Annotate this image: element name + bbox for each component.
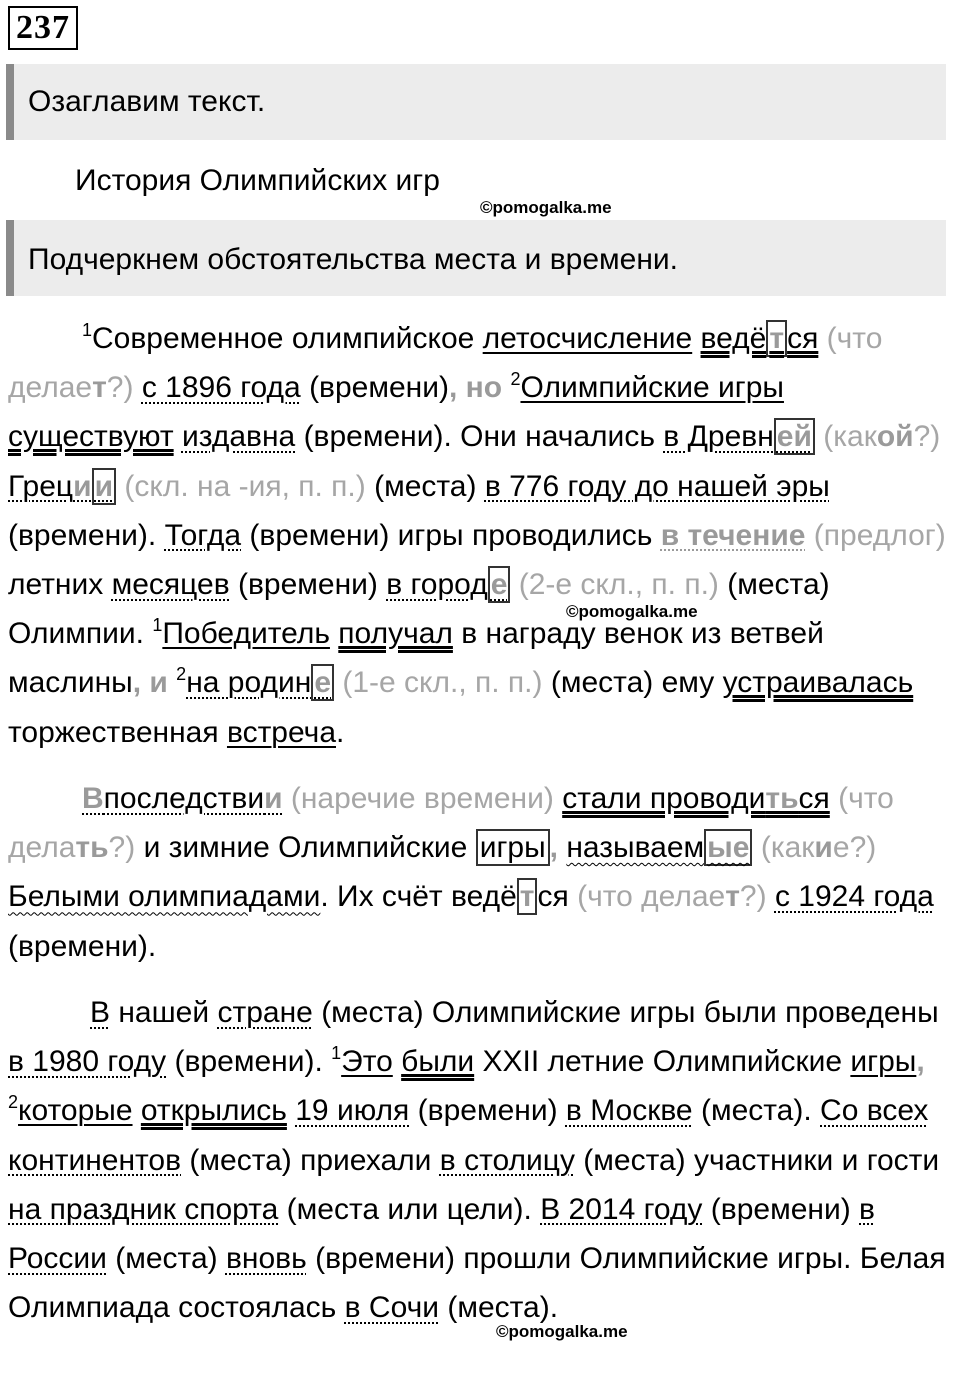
text-fragment: (1-е скл., п. п.)	[342, 666, 543, 700]
text-fragment: летних	[8, 568, 104, 602]
subject: игры	[476, 829, 550, 866]
text-fragment: т	[517, 878, 538, 915]
text-fragment: . Их счёт ведё	[320, 880, 517, 914]
text-fragment: , и	[132, 666, 168, 700]
text-fragment: (времени) прошли Олимпийские игры. Белая Олимпиада состоялась	[8, 1242, 946, 1325]
text-fragment: (времени)	[237, 568, 378, 602]
text-fragment: называем	[566, 831, 705, 865]
text-fragment: (что дела	[8, 782, 894, 865]
text-fragment: (времени)	[309, 371, 449, 405]
text-fragment: 1	[82, 320, 93, 340]
predicate	[701, 320, 819, 357]
subject: летосчисление	[482, 322, 693, 355]
circumstance	[386, 566, 510, 603]
text-fragment: (места) участники и гости	[583, 1143, 940, 1177]
text-fragment: ся	[787, 322, 819, 355]
text-fragment: (времени) игры проводились	[249, 518, 653, 552]
circumstance: на праздник спорта	[8, 1192, 279, 1226]
text-fragment: (времени).	[8, 929, 157, 963]
text-title: История Олимпийских игр	[75, 164, 440, 197]
text-fragment: торжественная	[8, 715, 219, 749]
circumstance: В	[90, 996, 111, 1029]
text-fragment: ?)	[739, 880, 767, 914]
text-fragment: (места)	[115, 1242, 218, 1276]
text-fragment: , но	[448, 371, 503, 405]
subject: которые	[18, 1094, 133, 1128]
text-fragment: (наречие времени)	[290, 782, 554, 815]
circumstance: В 2014 году	[540, 1192, 703, 1226]
text-fragment: т	[92, 371, 107, 405]
text-fragment: (места).	[700, 1094, 812, 1128]
text-fragment: ой	[876, 420, 914, 454]
text-fragment: 1	[331, 1043, 342, 1064]
text-fragment: (времени)	[417, 1094, 558, 1128]
circumstance: вновь	[225, 1242, 307, 1276]
circumstance: в Москве	[565, 1094, 693, 1128]
text-fragment: стали проводи	[562, 782, 766, 815]
circumstance	[8, 468, 116, 505]
text-fragment	[823, 420, 940, 453]
text-fragment: и	[814, 831, 833, 865]
text-fragment: (времени)	[710, 1192, 851, 1226]
text-fragment: (как	[760, 831, 815, 865]
text-fragment: ся	[798, 782, 830, 815]
circumstance: в течение	[660, 518, 806, 552]
circumstance	[663, 418, 815, 455]
text-fragment: т	[766, 320, 787, 357]
circumstance: в 1980 году	[8, 1045, 167, 1079]
text-fragment: Современное олимпийское	[92, 322, 475, 355]
text-fragment: и	[264, 782, 283, 815]
text-fragment: на родин	[186, 666, 312, 700]
text-fragment	[761, 831, 876, 864]
circumstance: континентов	[8, 1143, 182, 1177]
circumstance: Со всех	[820, 1094, 929, 1128]
text-fragment: и	[73, 469, 92, 503]
circumstance: 19 июля	[295, 1094, 410, 1128]
predicate: открылись	[140, 1094, 287, 1128]
text-fragment: (места) ему	[550, 666, 715, 700]
text-fragment: (места) Олимпийские игры были проведены	[321, 996, 939, 1029]
text-fragment: ?)	[913, 420, 941, 454]
task-number: 237	[8, 6, 78, 50]
text-fragment: в город	[386, 568, 488, 602]
text-fragment: е	[832, 831, 850, 865]
watermark: ©pomogalka.me	[480, 198, 612, 217]
circumstance: издавна	[181, 420, 296, 454]
text-fragment: ся	[537, 880, 569, 914]
text-fragment: и	[92, 468, 116, 505]
subject: Победитель	[162, 617, 330, 651]
circumstance: в России	[8, 1192, 875, 1276]
text-fragment: (времени).	[8, 518, 157, 552]
text-fragment: .	[336, 715, 345, 749]
text-fragment: (что делае	[577, 880, 726, 914]
circumstance: в столицу	[439, 1143, 575, 1177]
text-fragment: (места) приехали	[189, 1143, 432, 1177]
text-fragment: 2	[510, 369, 521, 390]
text-fragment: (что делае	[8, 322, 883, 405]
text-fragment: (2-е скл., п. п.)	[518, 568, 719, 602]
text-fragment: 2	[176, 664, 187, 685]
text-fragment: (места)	[374, 469, 477, 503]
text-fragment: ые	[704, 829, 752, 866]
circumstance: стране	[217, 996, 313, 1029]
text-fragment: (скл. на -ия, п. п.)	[124, 469, 366, 503]
subject: встреча	[226, 715, 336, 749]
text-fragment: ?)	[106, 371, 134, 405]
circumstance: с 1924 года	[774, 880, 934, 914]
text-fragment: ть	[75, 831, 109, 865]
text-fragment: ведё	[700, 322, 767, 355]
text-fragment: ,	[916, 1045, 925, 1079]
circumstance: с 1896 года	[141, 371, 301, 405]
text-fragment: 1	[152, 615, 163, 636]
watermark: ©pomogalka.me	[566, 602, 698, 621]
text-fragment: (места или цели).	[286, 1192, 532, 1226]
text-fragment: е	[311, 664, 334, 701]
text-fragment: ть	[765, 782, 799, 815]
text-fragment: е	[488, 566, 511, 603]
text-fragment: Грец	[8, 469, 74, 503]
predicate: были	[401, 1045, 475, 1079]
subject: игры	[850, 1045, 917, 1079]
text-fragment: в награду венок из ветвей маслины	[8, 617, 824, 700]
text-fragment: и зимние Олимпийские	[143, 831, 468, 865]
circumstance: Тогда	[164, 518, 242, 552]
circumstance	[82, 782, 283, 815]
text-fragment: ,	[549, 831, 558, 865]
text-fragment: нашей	[118, 996, 210, 1029]
task-instruction-underline: Подчеркнем обстоятельства места и времени.	[6, 220, 946, 296]
circumstance	[186, 664, 334, 701]
text-fragment	[566, 829, 752, 866]
circumstance: в 776 году до нашей эры	[484, 469, 830, 503]
watermark: ©pomogalka.me	[496, 1322, 628, 1341]
text-fragment: Белыми олимпиадами	[8, 880, 321, 914]
paragraph-3	[8, 988, 952, 1332]
circumstance: месяцев	[111, 568, 230, 602]
predicate: существуют	[8, 420, 174, 454]
circumstance: в Сочи	[344, 1291, 439, 1325]
text-fragment: (места).	[447, 1291, 559, 1325]
text-fragment: (места) Олимпии.	[8, 568, 830, 651]
text-fragment: ей	[774, 418, 815, 455]
text-fragment: (времени). Они начались	[303, 420, 655, 454]
text-fragment: XXII летние Олимпийские	[482, 1045, 843, 1079]
text-fragment	[577, 880, 767, 913]
text-fragment: В	[82, 782, 104, 815]
text-fragment: (как	[823, 420, 877, 454]
paragraph-1	[8, 314, 952, 757]
predicate	[562, 782, 830, 815]
subject: Олимпийские игры	[520, 371, 784, 405]
task-instruction-title: Озаглавим текст.	[6, 64, 946, 140]
subject: Это	[341, 1045, 393, 1079]
predicate: получал	[338, 617, 453, 651]
text-fragment: (предлог)	[813, 518, 946, 552]
text-fragment: ?)	[849, 831, 877, 865]
text-fragment: т	[725, 880, 740, 914]
text-fragment: (времени).	[174, 1045, 323, 1079]
text-fragment: последстви	[103, 782, 265, 815]
text-fragment: ?)	[108, 831, 136, 865]
predicate: устраивалась	[722, 666, 914, 700]
text-fragment: в Древн	[663, 420, 774, 454]
text-fragment: 2	[8, 1092, 19, 1113]
paragraph-2	[8, 774, 952, 971]
